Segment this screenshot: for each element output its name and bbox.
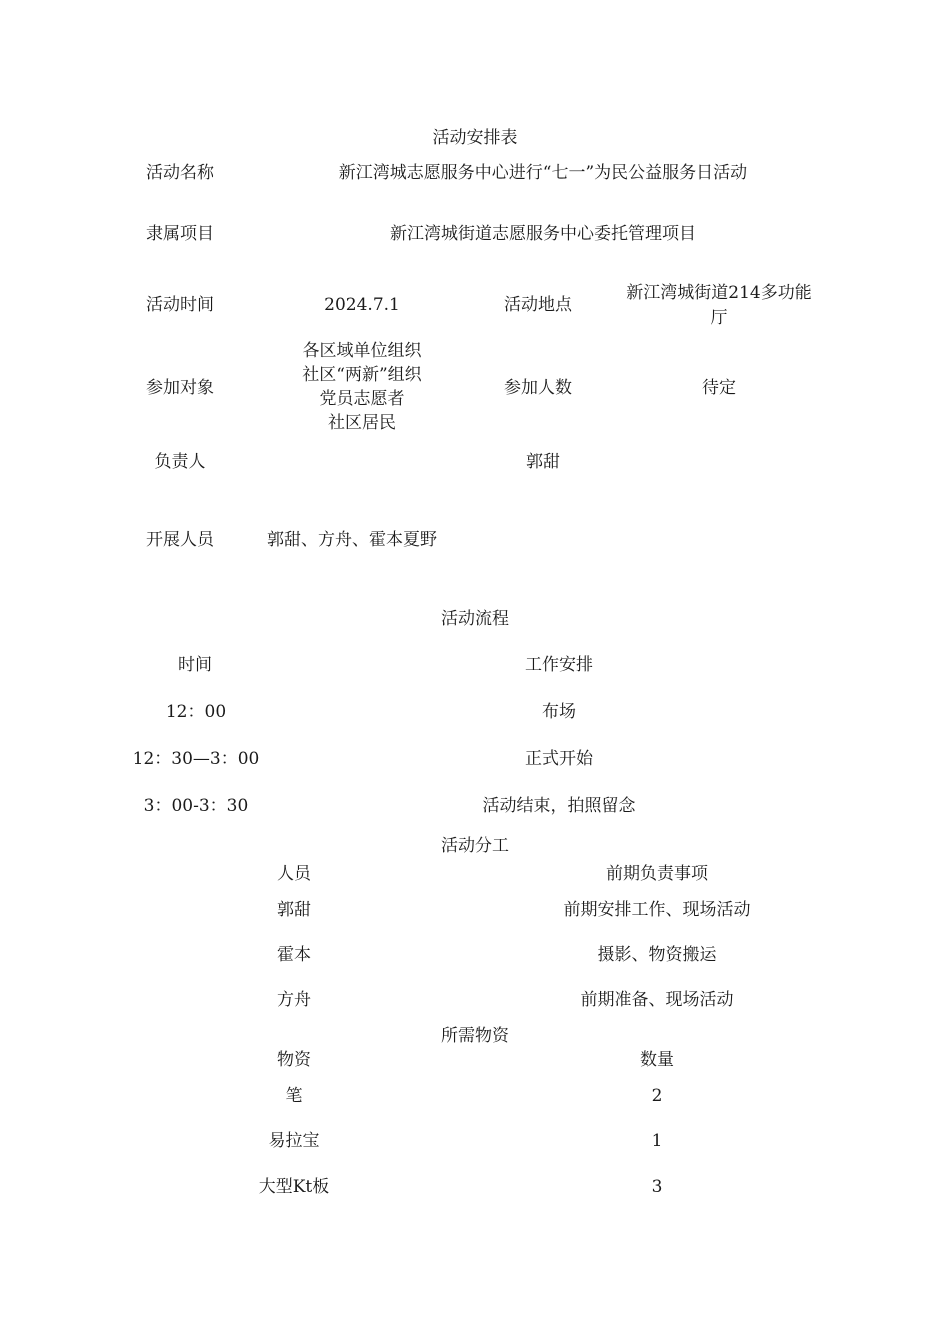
leader-label: 负责人	[154, 452, 206, 472]
division-row-person: 霍本	[277, 945, 311, 965]
flow-row-time: 3：00-3：30	[143, 796, 249, 816]
activity-place-value	[626, 281, 811, 331]
division-header-duty: 前期负责事项	[606, 864, 708, 884]
division-row-duty: 前期准备、现场活动	[580, 990, 734, 1010]
audience-item: 各区域单位组织	[302, 341, 422, 361]
staff-label: 开展人员	[146, 530, 214, 550]
division-row-duty: 摄影、物资搬运	[597, 945, 717, 965]
materials-row-item: 大型Kt板	[258, 1177, 330, 1197]
flow-header-task: 工作安排	[525, 655, 593, 675]
division-row-duty: 前期安排工作、现场活动	[563, 900, 751, 920]
place-line-1: 新江湾城街道214多功能	[626, 283, 812, 303]
materials-header-qty: 数量	[640, 1050, 674, 1070]
materials-title: 所需物资	[441, 1026, 509, 1046]
flow-title: 活动流程	[441, 609, 509, 629]
materials-row-item: 笔	[285, 1086, 303, 1106]
leader-value: 郭甜	[526, 452, 560, 472]
audience-item: 社区“两新”组织	[302, 365, 422, 385]
division-header-person: 人员	[277, 864, 311, 884]
activity-time-label: 活动时间	[146, 295, 214, 315]
flow-row-time: 12：30—3：00	[132, 749, 260, 769]
division-row-person: 方舟	[277, 990, 311, 1010]
audience-list	[302, 339, 421, 435]
project-value: 新江湾城街道志愿服务中心委托管理项目	[390, 224, 696, 244]
activity-place-label: 活动地点	[504, 295, 572, 315]
division-title: 活动分工	[441, 836, 509, 856]
activity-name-value: 新江湾城志愿服务中心进行“七一”为民公益服务日活动	[338, 163, 748, 183]
materials-header-item: 物资	[277, 1050, 311, 1070]
materials-row-qty: 1	[651, 1131, 663, 1151]
flow-row-task: 布场	[542, 702, 576, 722]
flow-row-time: 12：00	[165, 702, 227, 722]
participant-count-label: 参加人数	[504, 378, 572, 398]
page-title: 活动安排表	[432, 128, 518, 148]
audience-label: 参加对象	[146, 378, 214, 398]
materials-row-qty: 3	[651, 1177, 663, 1197]
materials-row-qty: 2	[651, 1086, 663, 1106]
audience-item: 社区居民	[327, 413, 396, 433]
flow-row-task: 正式开始	[525, 749, 593, 769]
activity-name-label: 活动名称	[146, 163, 214, 183]
staff-value: 郭甜、方舟、霍本夏野	[267, 530, 437, 550]
place-line-2: 厅	[710, 308, 728, 328]
flow-row-task: 活动结束，拍照留念	[482, 796, 636, 816]
participant-count-value: 待定	[702, 378, 736, 398]
materials-row-item: 易拉宝	[268, 1131, 320, 1151]
division-row-person: 郭甜	[277, 900, 311, 920]
audience-item: 党员志愿者	[319, 389, 405, 409]
activity-time-value: 2024.7.1	[324, 295, 400, 315]
flow-header-time: 时间	[178, 655, 212, 675]
project-label: 隶属项目	[146, 224, 214, 244]
